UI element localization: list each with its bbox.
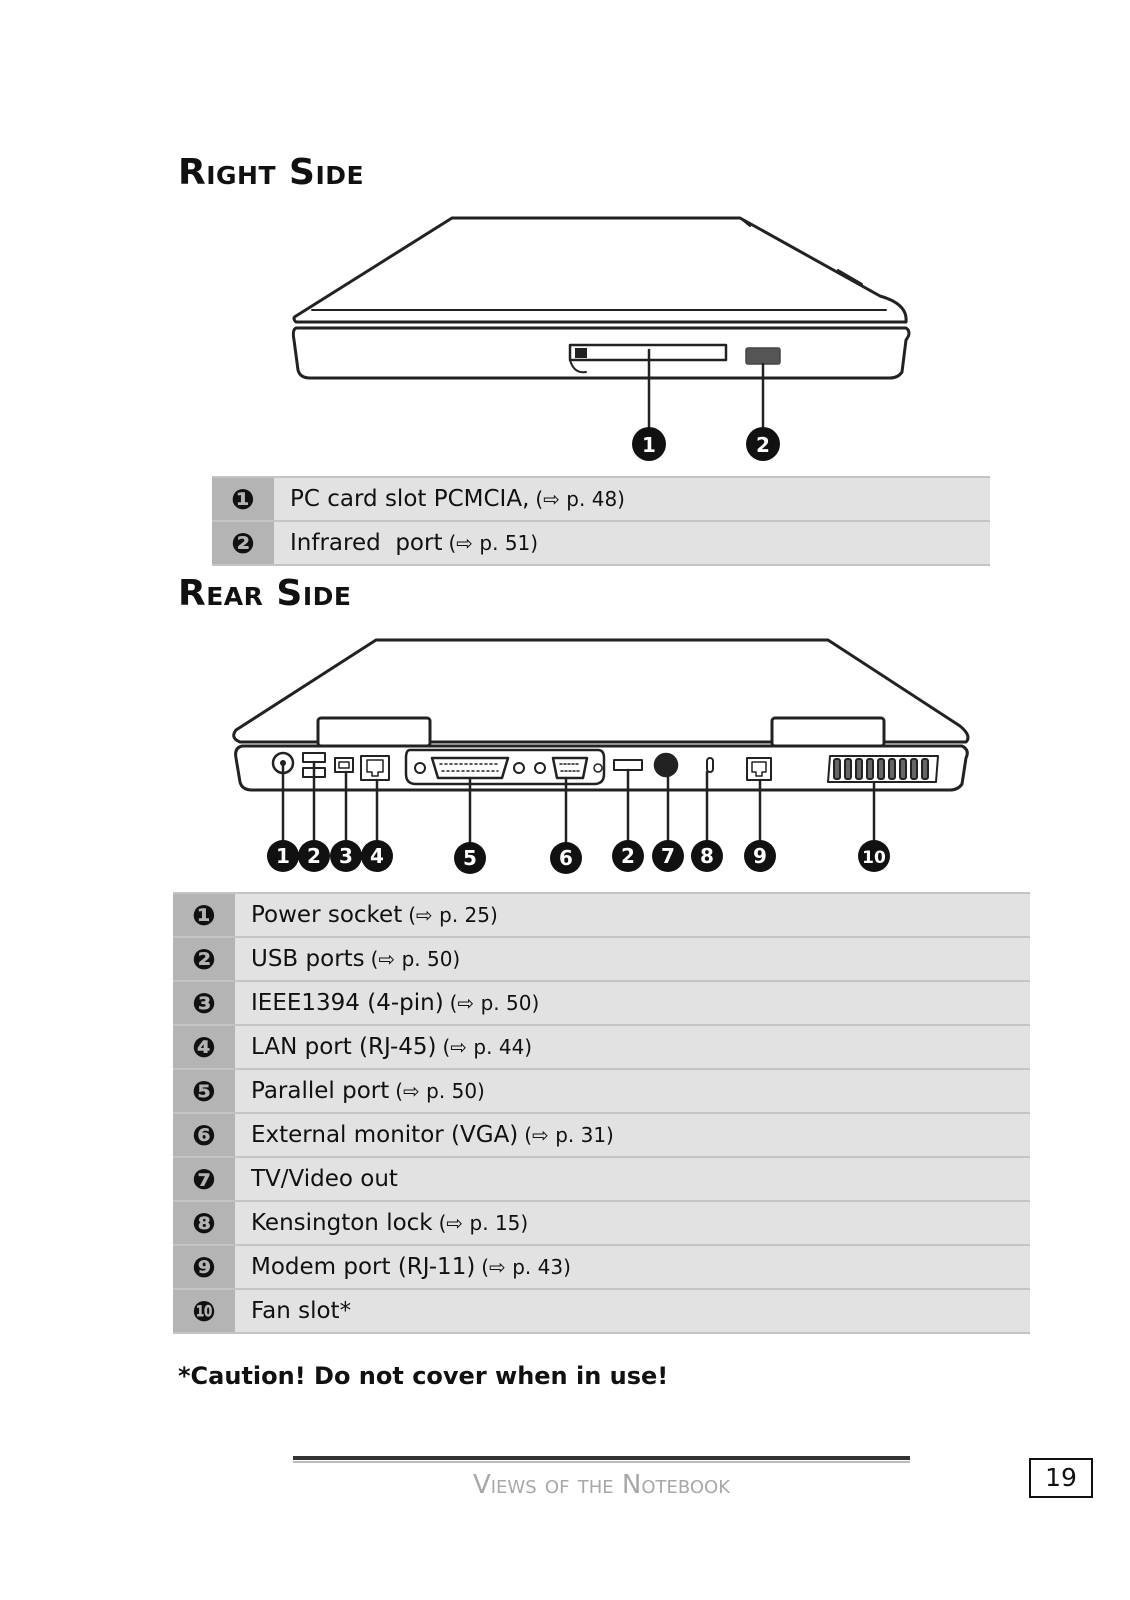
- item-label: External monitor (VGA): [251, 1122, 519, 1148]
- footer-rule: [293, 1456, 910, 1460]
- item-label: LAN port (RJ-45): [251, 1034, 437, 1060]
- page-number: 19: [1029, 1458, 1093, 1498]
- table-row: [173, 1157, 1030, 1201]
- item-number: ❶: [173, 893, 235, 937]
- item-number: ❶: [212, 477, 274, 521]
- usb-port: [303, 753, 325, 762]
- table-row: [173, 1069, 1030, 1113]
- item-number: ❾: [173, 1245, 235, 1289]
- ieee1394-port: [335, 758, 353, 772]
- callout-label: 1: [276, 844, 290, 868]
- item-number: ❷: [173, 937, 235, 981]
- callout-label: 3: [339, 844, 353, 868]
- table-row: [173, 1025, 1030, 1069]
- tv-out-port: [655, 754, 677, 776]
- table-row: [173, 937, 1030, 981]
- callout-label: 4: [370, 844, 384, 868]
- item-label: Parallel port: [251, 1078, 390, 1104]
- page-reference: (⇨ p. 50): [395, 1079, 485, 1103]
- page-reference: (⇨ p. 43): [481, 1255, 571, 1279]
- callout-label: 5: [463, 846, 477, 870]
- parallel-port: [432, 758, 508, 778]
- hinge-right: [772, 718, 884, 746]
- usb-port: [614, 760, 642, 770]
- page-reference: (⇨ p. 50): [370, 947, 461, 971]
- page-reference: (⇨ p. 31): [524, 1123, 614, 1147]
- vga-port: [553, 758, 587, 778]
- item-number: ❼: [173, 1157, 235, 1201]
- section-heading-right-side: Right Side: [178, 152, 365, 193]
- item-label: IEEE1394 (4-pin): [251, 990, 444, 1016]
- callout-label: 9: [753, 844, 767, 868]
- item-number: ❷: [212, 521, 274, 565]
- item-label: Kensington lock: [251, 1210, 433, 1236]
- table-row: [173, 1289, 1030, 1333]
- table-row: [173, 893, 1030, 937]
- item-label: Power socket: [251, 902, 403, 928]
- callout-label: 2: [621, 844, 635, 868]
- section-heading-rear-side: Rear Side: [178, 573, 352, 614]
- callout-label: 2: [756, 433, 770, 457]
- page-reference: (⇨ p. 50): [449, 991, 540, 1015]
- footer-chapter-title: Views of the Notebook: [472, 1470, 731, 1500]
- item-number: ❽: [173, 1201, 235, 1245]
- item-label: TV/Video out: [251, 1166, 398, 1192]
- footer-rule-shadow: [293, 1461, 910, 1463]
- item-number: ❿: [173, 1289, 235, 1333]
- rear-side-port-table: [173, 892, 1030, 1334]
- table-row: [173, 1113, 1030, 1157]
- item-label: USB ports: [251, 946, 365, 972]
- callout-label: 2: [307, 844, 321, 868]
- page-reference: (⇨ p. 48): [535, 487, 625, 511]
- table-row: [173, 1245, 1030, 1289]
- callout-label: 10: [862, 848, 886, 868]
- table-row: [173, 981, 1030, 1025]
- page-reference: (⇨ p. 25): [408, 903, 498, 927]
- table-row: [173, 1201, 1030, 1245]
- rear-callouts: [267, 840, 890, 874]
- item-label: Fan slot*: [251, 1298, 352, 1324]
- hinge-left: [318, 718, 430, 746]
- item-label: PC card slot PCMCIA,: [290, 486, 530, 512]
- callout-label: 7: [661, 844, 675, 868]
- item-number: ❺: [173, 1069, 235, 1113]
- item-label: Modem port (RJ-11): [251, 1254, 476, 1280]
- item-number: ❹: [173, 1025, 235, 1069]
- page-reference: (⇨ p. 44): [442, 1035, 533, 1059]
- page-reference: (⇨ p. 15): [438, 1211, 529, 1235]
- page-reference: (⇨ p. 51): [448, 531, 539, 555]
- item-number: ❸: [173, 981, 235, 1025]
- item-label: Infrared port: [290, 530, 443, 556]
- callout-label: 6: [559, 846, 573, 870]
- callout-label: 8: [700, 844, 714, 868]
- caution-note: *Caution! Do not cover when in use!: [178, 1362, 669, 1390]
- item-number: ❻: [173, 1113, 235, 1157]
- kensington-slot: [707, 758, 713, 772]
- callout-label: 1: [642, 433, 656, 457]
